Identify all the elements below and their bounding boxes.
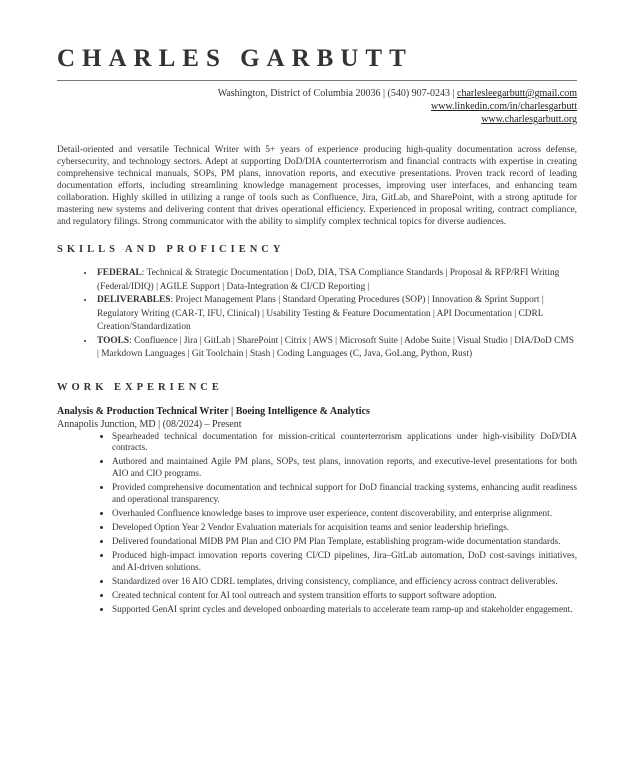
list-item: • Developed Option Year 2 Vendor Evaluation materials for acquisition teams and senior leadership briefings. bbox=[112, 522, 577, 534]
skill-item-deliverables: • DELIVERABLES: Project Management Plans | Standard Operating Procedures (SOP) | Innovation & Sprint Support | Regulatory Writing (CAR-T, IFU, Clinical) | Usability Testing & Feature Documentation | API Documentation | CDRL Creation/Standardization bbox=[95, 294, 577, 335]
skills-heading: SKILLS AND PROFICIENCY bbox=[57, 244, 285, 255]
email-link[interactable]: charlesleegarbutt@gmail.com bbox=[457, 88, 577, 99]
list-item: • Authored and maintained Agile PM plans, SOPs, test plans, innovation reports, and executive-level presentations for both AIO and CIO programs. bbox=[112, 456, 577, 480]
list-item: • Created technical content for AI tool outreach and system transition efforts to support software adoption. bbox=[112, 590, 577, 602]
header-divider bbox=[57, 80, 577, 81]
list-item: • Overhauled Confluence knowledge bases to improve user experience, content discoverability, and enterprise alignment. bbox=[112, 508, 577, 520]
contact-line bbox=[57, 87, 577, 100]
contact-address-phone: Washington, District of Columbia 20036 | (540) 907-0243 | bbox=[217, 88, 457, 99]
job-location-dates: Annapolis Junction, MD | (08/2024) – Present bbox=[57, 418, 242, 430]
professional-summary: Detail-oriented and versatile Technical Writer with 5+ years of experience producing high-quality documentation across defense, cybersecurity, and technology sectors. Adept at supporting DoD/DIA counterterrorism and financial contracts with expertise in creating comprehensive technical manuals, SOPs, PM plans, innovation reports, and executive presentations. Proven track record of leading documentation efforts, including streamlining knowledge management processes, improving user interfaces, and enhancing team collaboration. Highly skilled in utilizing a range of tools such as Confluence, Jira, GitLab, and SharePoint, with a strong aptitude for mastering new systems and delivering content that drives operational efficiency. Experienced in proposal writing, contract compliance, and regulatory filings. Strong communicator with the ability to simplify complex technical topics for diverse audiences. bbox=[57, 145, 577, 227]
contact-block bbox=[57, 87, 577, 126]
list-item: • Standardized over 16 AIO CDRL templates, driving consistency, compliance, and efficiency across contract deliverables. bbox=[112, 576, 577, 588]
candidate-name: CHARLES GARBUTT bbox=[57, 45, 413, 72]
linkedin-link[interactable]: www.linkedin.com/in/charlesgarbutt bbox=[431, 101, 577, 112]
list-item: • Provided comprehensive documentation and technical support for DoD financial tracking systems, enhancing audit readiness and operational transparency. bbox=[112, 482, 577, 506]
website-link[interactable]: www.charlesgarbutt.org bbox=[481, 114, 577, 125]
list-item: • Supported GenAI sprint cycles and developed onboarding materials to accelerate team ramp-up and stakeholder engagement. bbox=[112, 604, 577, 616]
skills-list bbox=[57, 267, 577, 362]
skill-item-federal: • FEDERAL: Technical & Strategic Documentation | DoD, DIA, TSA Compliance Standards | Proposal & RFP/RFI Writing (Federal/IDIQ) | AGILE Support | Data-Integration & CI/CD Reporting | bbox=[95, 267, 577, 294]
job-bullets bbox=[57, 431, 577, 616]
experience-heading: WORK EXPERIENCE bbox=[57, 381, 223, 393]
list-item: • Produced high-impact innovation reports covering CI/CD pipelines, Jira–GitLab automation, DoD cost-savings initiatives, and AI-driven solutions. bbox=[112, 550, 577, 574]
skill-item-tools: • TOOLS: Confluence | Jira | GitLab | SharePoint | Citrix | AWS | Microsoft Suite | Adobe Suite | Visual Studio | DIA/DoD CMS | Markdown Languages | Git Toolchain | Stash | Coding Languages (C, Java, GoLang, Python, Rust) bbox=[95, 335, 577, 362]
list-item: • Delivered foundational MIDB PM Plan and CIO PM Plan Template, establishing program-wide documentation standards. bbox=[112, 536, 577, 548]
job-title: Analysis & Production Technical Writer | Boeing Intelligence & Analytics bbox=[57, 405, 370, 417]
list-item: • Spearheaded technical documentation for mission-critical counterterrorism applications under high-visibility DoD/DIA contracts. bbox=[112, 431, 577, 455]
